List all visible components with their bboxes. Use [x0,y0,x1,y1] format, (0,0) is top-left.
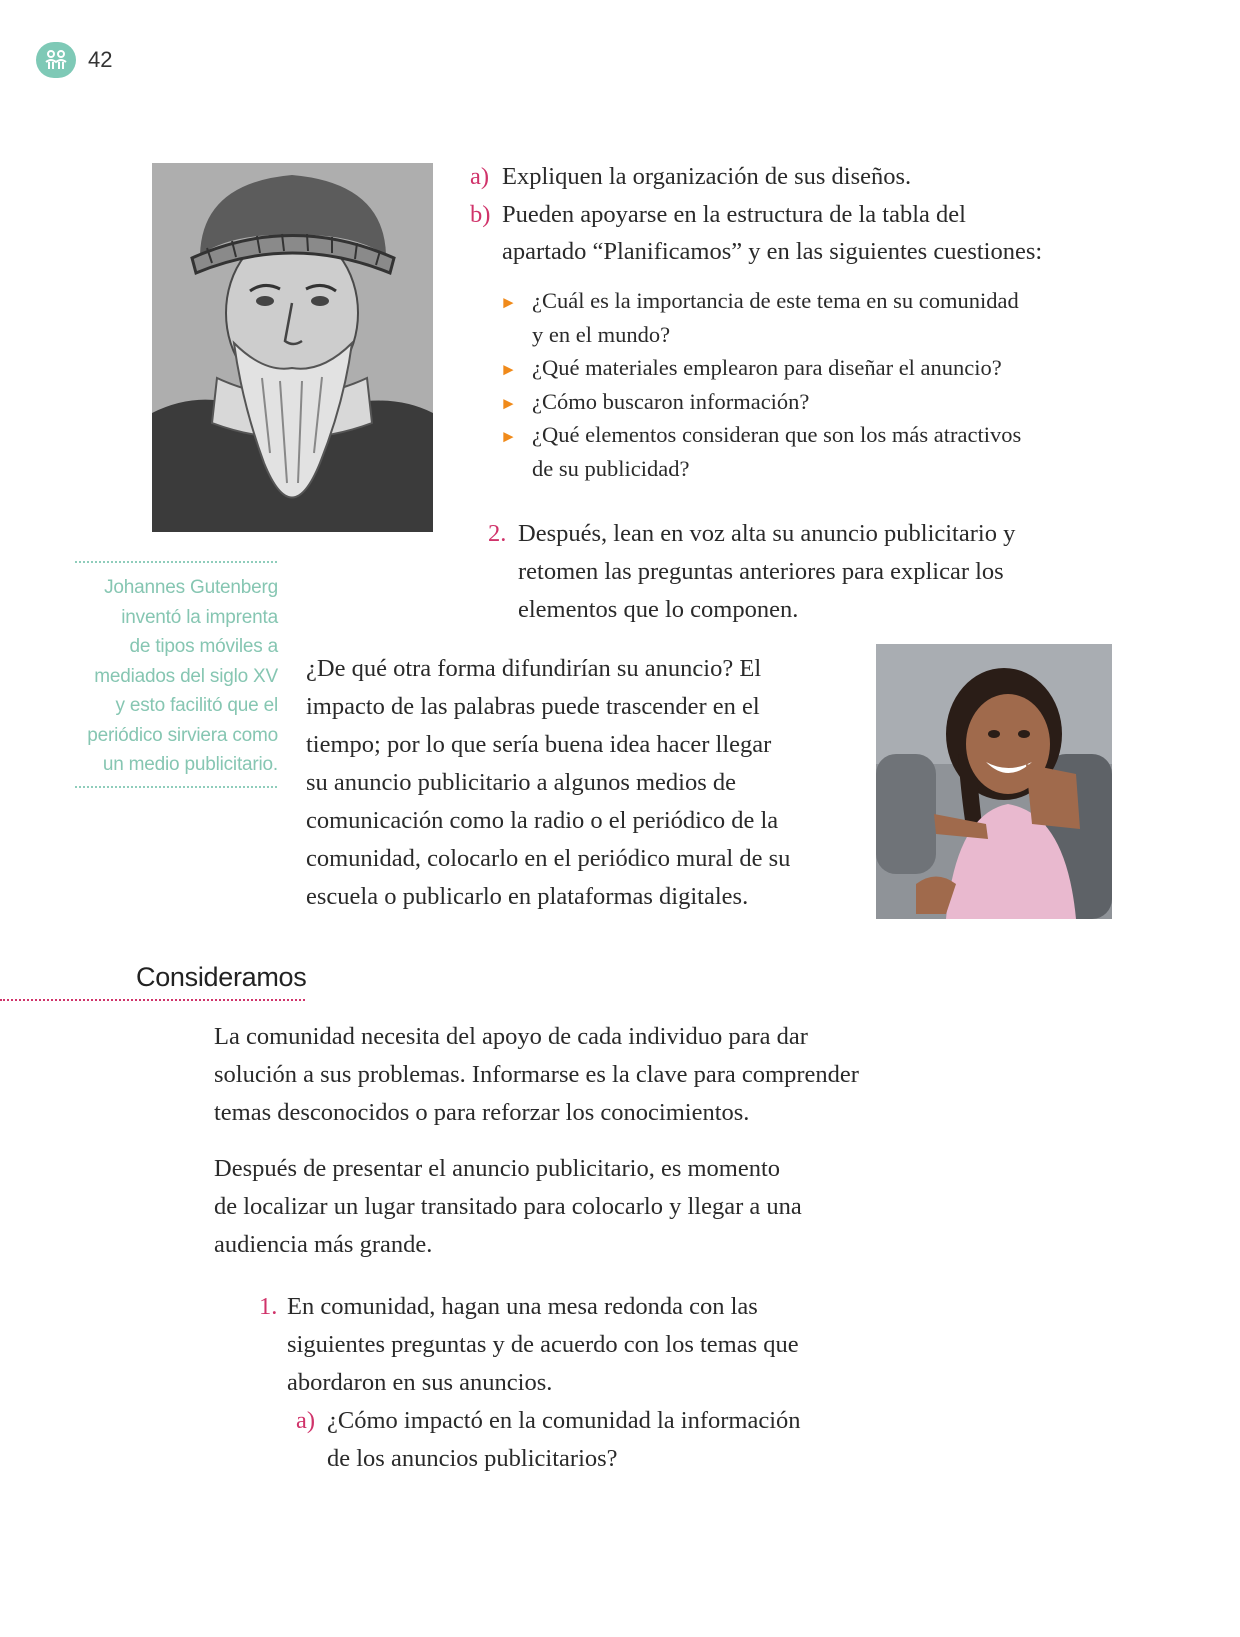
girl-photo [876,644,1112,919]
gutenberg-portrait [152,163,433,532]
question-b [470,196,1110,270]
caption-top-rule [75,561,277,563]
list-item: ► ¿Qué materiales emplearon para diseñar el anuncio? [500,351,1100,385]
question-b-line1: Pueden apoyarse en la estructura de la tabla del [502,201,966,228]
step-1: 1. En comunidad, hagan una mesa redonda con las siguientes preguntas y de acuerdo con los temas que abordaron en sus anuncios. [259,1288,899,1402]
list-item: ► ¿Cuál es la importancia de este tema en su comunidad y en el mundo? [500,288,1019,347]
step-2: 2. Después, lean en voz alta su anuncio publicitario y retomen las preguntas anteriores para explicar los elementos que lo componen. [488,515,1088,629]
step-2-number: 2. [488,520,507,547]
question-b-line2: apartado “Planificamos” y en las siguientes cuestiones: [502,238,1043,265]
question-a-label: a) [470,163,490,190]
page-header [36,42,112,78]
caption-bottom-rule [75,786,277,788]
question-a-text: Expliquen la organización de sus diseños. [502,163,912,190]
arrow-bullet-icon: ► [500,393,517,413]
question-b-label: b) [470,201,491,228]
question-a [470,158,1110,195]
arrow-bullet-icon: ► [500,293,517,312]
arrow-bullet-icon: ► [500,360,517,379]
sub-question-a-label: a) [296,1407,316,1434]
portrait-caption: Johannes Gutenberg inventó la imprenta de tipos móviles a mediados del siglo XV y esto facilitó que el periódico sirviera como un medio publicitario. [87,577,278,775]
list-item: ► ¿Cómo buscaron información? [500,385,1100,419]
section-paragraph-1: La comunidad necesita del apoyo de cada individuo para dar solución a sus problemas. Informarse es la clave para comprender temas desconocidos o para reforzar los conocimientos. [214,1023,859,1126]
diffusion-paragraph: ¿De qué otra forma difundirían su anuncio? El impacto de las palabras puede trascender en el tiempo; por lo que sería buena idea hacer llegar su anuncio publicitario a algunos medios de comunicación como la radio o el periódico de la comunidad, colocarlo en el periódico mural de su escuela o publicarlo en plataformas digitales. [306,655,791,910]
page-number: 42 [88,47,113,72]
section-rule [0,999,305,1001]
sub-question-a: a) ¿Cómo impactó en la comunidad la información de los anuncios publicitarios? [296,1402,916,1478]
step-1-number: 1. [259,1293,278,1320]
question-bullets [500,284,1100,485]
section-title: Consideramos [136,962,307,992]
list-item: ► ¿Qué elementos consideran que son los más atractivos de su publicidad? [500,422,1022,481]
section-paragraph-2: Después de presentar el anuncio publicitario, es momento de localizar un lugar transitado para colocarlo y llegar a una audiencia más grande. [214,1155,802,1258]
arrow-bullet-icon: ► [500,427,517,446]
people-icon [36,42,76,78]
